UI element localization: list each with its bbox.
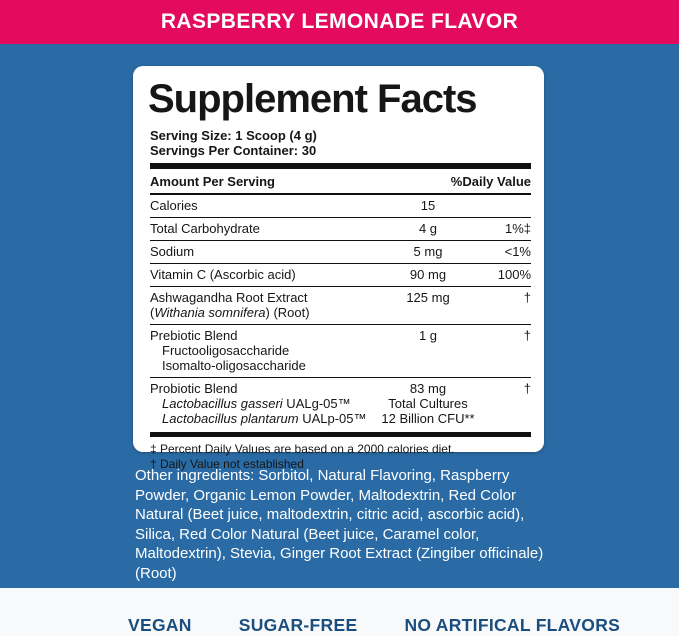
- nutrient-amount: 83 mg: [409, 381, 447, 396]
- blend-ingredient: Lactobacillus plantarum UALp-05™: [162, 411, 367, 426]
- bottom-strip: [0, 588, 679, 636]
- table-header: [150, 169, 531, 195]
- nutrient-name: Ashwagandha Root Extract: [150, 290, 308, 305]
- nutrient-name: Prebiotic Blend: [150, 328, 238, 343]
- serving-size: Serving Size: 1 Scoop (4 g): [150, 128, 317, 143]
- supplement-facts-title: Supplement Facts: [148, 77, 477, 121]
- badge-no-artificial-flavors: NO ARTIFICAL FLAVORS: [404, 615, 621, 635]
- badge-sugar-free: SUGAR-FREE: [238, 615, 358, 635]
- blend-ingredient-amount: Total Cultures: [388, 396, 468, 411]
- table-row-prebiotic-blend: [150, 325, 531, 378]
- nutrient-amount: 1 g: [418, 328, 438, 343]
- nutrient-dv: [483, 198, 531, 213]
- nutrient-dv: <1%: [504, 244, 531, 259]
- supplement-facts-panel: [133, 66, 544, 471]
- header-amount-per-serving: Amount Per Serving: [150, 174, 275, 189]
- table-row-ashwagandha: [150, 287, 531, 325]
- nutrient-amount: 15: [420, 198, 436, 213]
- nutrient-amount: 5 mg: [413, 244, 443, 259]
- nutrient-dv: †: [523, 290, 531, 305]
- nutrient-dv: 100%: [497, 267, 531, 282]
- nutrient-name: Probiotic Blend: [150, 381, 238, 396]
- badge-vegan: VEGAN: [128, 615, 192, 635]
- blend-ingredient: Isomalto-oligosaccharide: [162, 358, 306, 373]
- nutrient-name: Vitamin C (Ascorbic acid): [150, 267, 296, 282]
- nutrient-amount: 90 mg: [409, 267, 447, 282]
- blend-ingredient: Lactobacillus gasseri UALg-05™: [162, 396, 351, 411]
- flavor-banner-label: RASPBERRY LEMONADE FLAVOR: [160, 10, 519, 33]
- table-row-calories: [150, 195, 531, 218]
- other-ingredients: Other ingredients: Sorbitol, Natural Flavoring, Raspberry Powder, Organic Lemon Powder, Maltodextrin, Red Color Natural (Beet juice, maltodextrin, citric acid, ascorbic acid), Silica, Red Color Natural (Beet juice, Caramel color, Maltodextrin), Stevia, Ginger Root Extract (Zingiber officinale) (Root): [135, 467, 544, 582]
- blend-ingredient-amount: 12 Billion CFU**: [381, 411, 475, 426]
- nutrient-name: Sodium: [150, 244, 195, 259]
- nutrient-name: Calories: [150, 198, 198, 213]
- nutrient-amount: 125 mg: [406, 290, 450, 305]
- claim-badges: [128, 615, 620, 636]
- nutrient-dv: 1%‡: [504, 221, 531, 236]
- nutrient-name: Total Carbohydrate: [150, 221, 260, 236]
- nutrient-amount: 4 g: [418, 221, 438, 236]
- nutrient-latin-name: (Withania somnifera) (Root): [150, 305, 310, 320]
- table-row-carbohydrate: [150, 218, 531, 241]
- nutrient-dv: †: [523, 381, 531, 396]
- blend-ingredient: Fructooligosaccharide: [162, 343, 290, 358]
- footnote-not-established: † Daily Value not established: [150, 457, 304, 471]
- nutrient-dv: †: [523, 328, 531, 343]
- flavor-banner: [0, 0, 679, 44]
- header-daily-value: %Daily Value: [450, 174, 531, 189]
- footnote-daily-value: ‡ Percent Daily Values are based on a 2000 calories diet.: [150, 442, 455, 456]
- servings-per-container: Servings Per Container: 30: [150, 143, 317, 158]
- table-row-sodium: [150, 241, 531, 264]
- table-row-probiotic-blend: [150, 378, 531, 430]
- table-row-vitamin-c: [150, 264, 531, 287]
